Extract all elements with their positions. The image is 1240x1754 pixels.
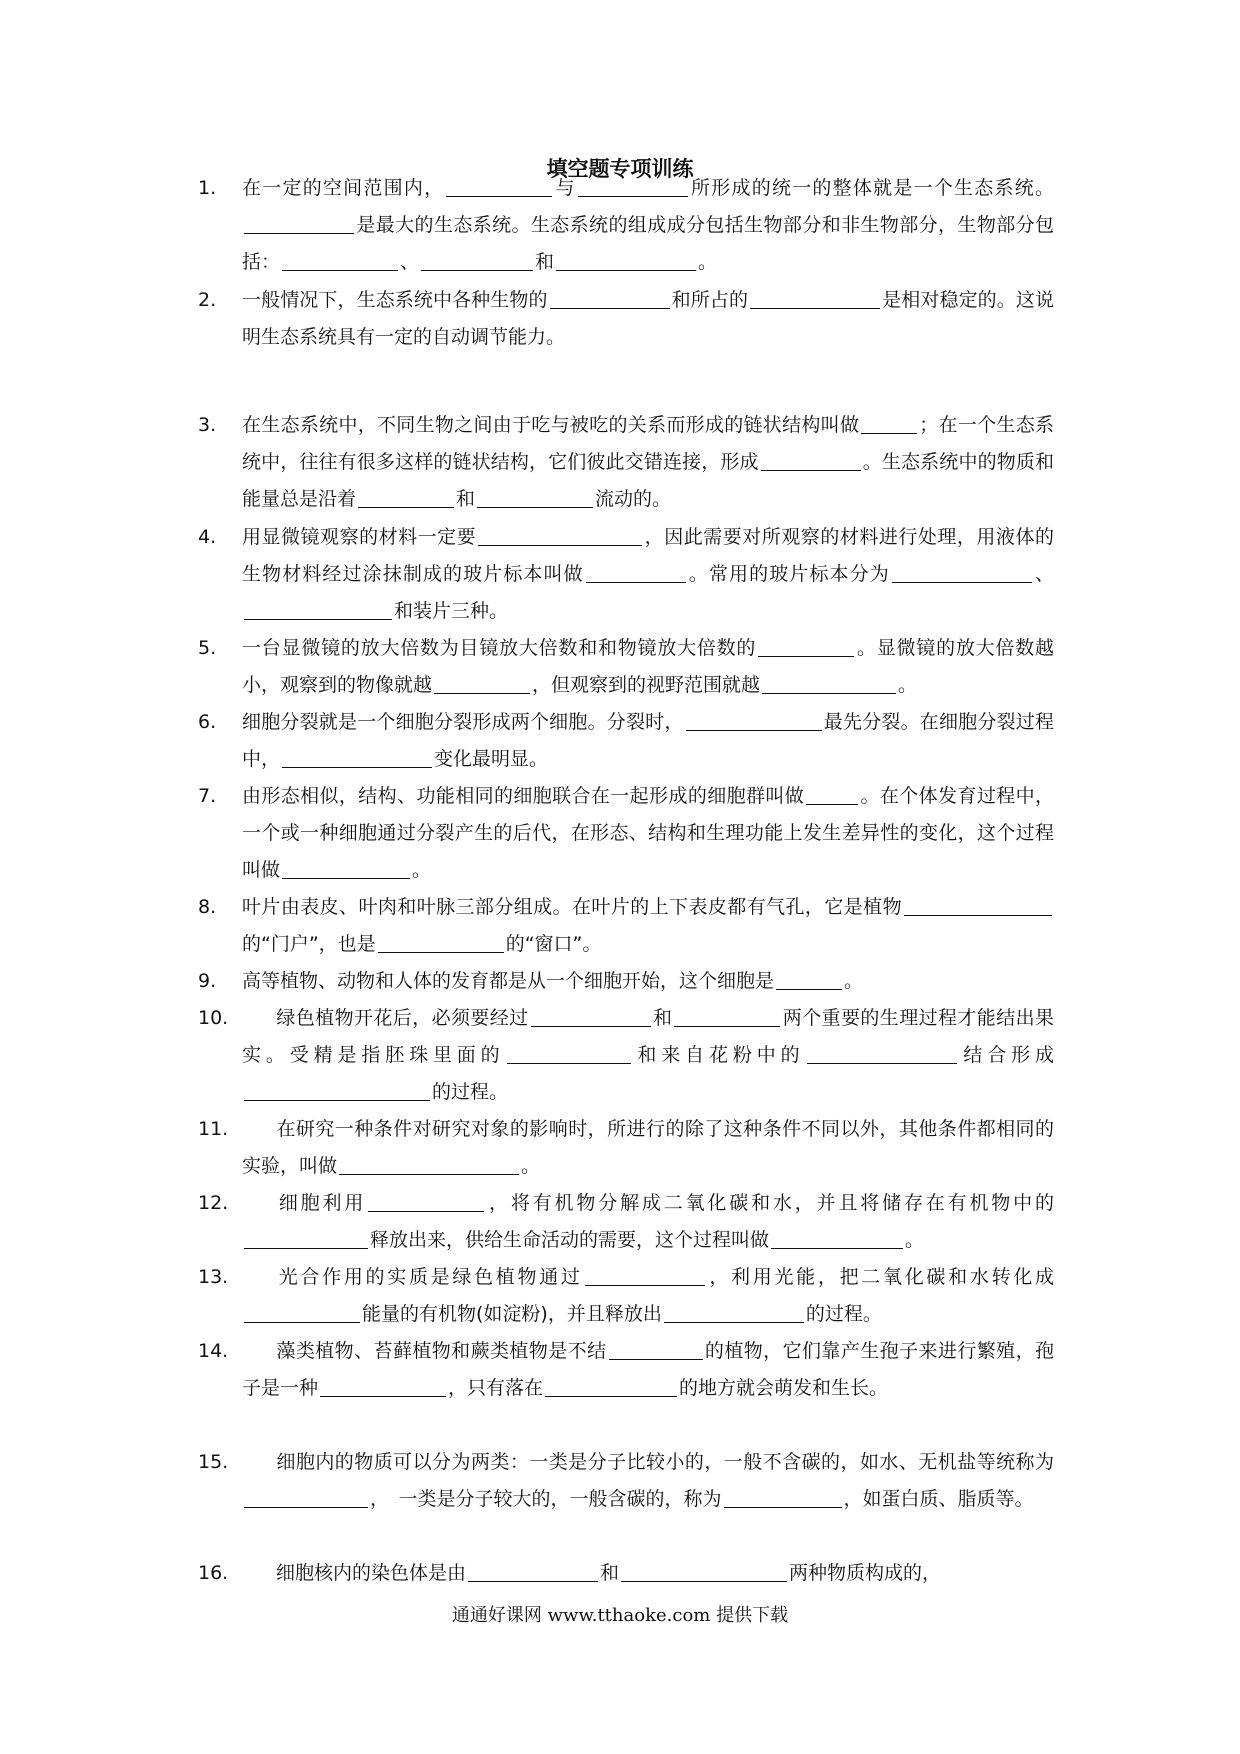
question-text: 绿色植物开花后，必须要经过 和 两个重要的生理过程才能结出果实。受精是指胚珠里面的 和来自花粉中的 结合形成的过程。 [242, 1000, 1054, 1111]
answer-blank[interactable] [339, 1152, 519, 1175]
page-title: 填空题专项训练 [546, 156, 694, 181]
answer-blank[interactable] [244, 597, 392, 620]
answer-blank[interactable] [478, 523, 642, 546]
answer-blank[interactable] [776, 967, 842, 990]
answer-blank[interactable] [244, 211, 354, 234]
answer-blank[interactable] [686, 708, 822, 731]
question-number: 5. [198, 637, 217, 659]
question-text: 用显微镜观察的材料一定要 ，因此需要对所观察的材料进行处理，用液体的生物材料经过涂抹制成的玻片标本叫做 。常用的玻片标本分为 、和装片三种。 [242, 519, 1054, 630]
question-number: 2. [198, 289, 217, 311]
answer-blank[interactable] [244, 1485, 368, 1508]
question-text: 高等植物、动物和人体的发育都是从一个细胞开始，这个细胞是 。 [242, 963, 1054, 1000]
answer-blank[interactable] [664, 1300, 804, 1323]
answer-blank[interactable] [531, 1004, 651, 1027]
answer-blank[interactable] [507, 1041, 631, 1064]
question-text: 光合作用的实质是绿色植物通过 ，利用光能，把二氧化碳和水转化成能量的有机物(如淀粉)，并且释放出 的过程。 [242, 1259, 1054, 1333]
answer-blank[interactable] [282, 248, 398, 271]
answer-blank[interactable] [550, 286, 670, 309]
answer-blank[interactable] [477, 485, 593, 508]
answer-blank[interactable] [724, 1485, 842, 1508]
answer-blank[interactable] [320, 1374, 446, 1397]
answer-blank[interactable] [378, 930, 504, 953]
question-number: 1. [198, 177, 217, 199]
question-text: 在一定的空间范围内， 与 所形成的统一的整体就是一个生态系统。是最大的生态系统。生态系统的组成成分包括生物部分和非生物部分，生物部分包括： 、 和 。 [242, 170, 1054, 281]
answer-blank[interactable] [771, 1226, 903, 1249]
question-number: 3. [198, 414, 217, 436]
page-footer: 通通好课网 www.tthaoke.com 提供下载 [451, 1605, 789, 1626]
answer-blank[interactable] [556, 248, 696, 271]
answer-blank[interactable] [368, 1189, 484, 1212]
answer-blank[interactable] [545, 1374, 677, 1397]
question-number: 16. [198, 1562, 229, 1584]
answer-blank[interactable] [244, 1226, 368, 1249]
question-number: 12. [198, 1192, 229, 1214]
answer-blank[interactable] [761, 448, 861, 471]
question-text: 在生态系统中，不同生物之间由于吃与被吃的关系而形成的链状结构叫做 ；在一个生态系统中，往往有很多这样的链状结构，它们彼此交错连接，形成 。生态系统中的物质和能量总是沿着 和 流动的。 [242, 407, 1054, 518]
question-number: 10. [198, 1007, 229, 1029]
answer-blank[interactable] [421, 248, 533, 271]
question-number: 4. [198, 526, 217, 548]
answer-blank[interactable] [892, 560, 1032, 583]
answer-blank[interactable] [578, 174, 688, 197]
answer-blank[interactable] [621, 1559, 787, 1582]
answer-blank[interactable] [358, 485, 454, 508]
answer-blank[interactable] [806, 782, 858, 805]
answer-blank[interactable] [434, 671, 530, 694]
question-number: 13. [198, 1266, 229, 1288]
question-text: 叶片由表皮、叶肉和叶脉三部分组成。在叶片的上下表皮都有气孔，它是植物的“门户”，也是 的“窗口”。 [242, 889, 1054, 963]
answer-blank[interactable] [468, 1559, 598, 1582]
answer-blank[interactable] [861, 411, 917, 434]
answer-blank[interactable] [244, 1300, 360, 1323]
answer-blank[interactable] [762, 671, 896, 694]
question-text: 一台显微镜的放大倍数为目镜放大倍数和和物镜放大倍数的 。显微镜的放大倍数越小，观察到的物像就越 ，但观察到的视野范围就越 。 [242, 630, 1054, 704]
question-text: 由形态相似，结构、功能相同的细胞联合在一起形成的细胞群叫做 。在个体发育过程中，一个或一种细胞通过分裂产生的后代，在形态、结构和生理功能上发生差异性的变化，这个过程叫做 。 [242, 778, 1054, 889]
answer-blank[interactable] [585, 1263, 705, 1286]
question-number: 8. [198, 896, 217, 918]
question-text: 在研究一种条件对研究对象的影响时，所进行的除了这种条件不同以外，其他条件都相同的实验，叫做 。 [242, 1118, 1054, 1177]
question-number: 6. [198, 711, 217, 733]
answer-blank[interactable] [807, 1041, 957, 1064]
question-text: 藻类植物、苔藓植物和蕨类植物是不结 的植物，它们靠产生孢子来进行繁殖，孢子是一种 ，只有落在 的地方就会萌发和生长。 [242, 1333, 1054, 1407]
answer-blank[interactable] [758, 634, 854, 657]
question-number: 15. [198, 1451, 229, 1473]
answer-blank[interactable] [282, 856, 410, 879]
question-number: 9. [198, 970, 217, 992]
answer-blank[interactable] [750, 286, 880, 309]
question-number: 7. [198, 785, 217, 807]
answer-blank[interactable] [609, 1337, 703, 1360]
answer-blank[interactable] [446, 174, 552, 197]
answer-blank[interactable] [904, 893, 1052, 916]
answer-blank[interactable] [586, 560, 686, 583]
question-text: 细胞利用 ，将有机物分解成二氧化碳和水，并且将储存在有机物中的释放出来，供给生命活动的需要，这个过程叫做 。 [242, 1185, 1054, 1259]
question-text: 细胞核内的染色体是由 和 两种物质构成的， [242, 1555, 1054, 1592]
answer-blank[interactable] [674, 1004, 780, 1027]
question-text: 细胞内的物质可以分为两类：一类是分子比较小的，一般不含碳的，如水、无机盐等统称为， 一类是分子较大的，一般含碳的，称为 ，如蛋白质、脂质等。 [242, 1444, 1054, 1518]
question-number: 11. [198, 1118, 229, 1140]
question-number: 14. [198, 1340, 229, 1362]
question-text: 一般情况下，生态系统中各种生物的 和所占的 是相对稳定的。这说明生态系统具有一定的自动调节能力。 [242, 282, 1054, 356]
answer-blank[interactable] [282, 745, 432, 768]
answer-blank[interactable] [244, 1078, 430, 1101]
question-text: 细胞分裂就是一个细胞分裂形成两个细胞。分裂时， 最先分裂。在细胞分裂过程中， 变化最明显。 [242, 704, 1054, 778]
